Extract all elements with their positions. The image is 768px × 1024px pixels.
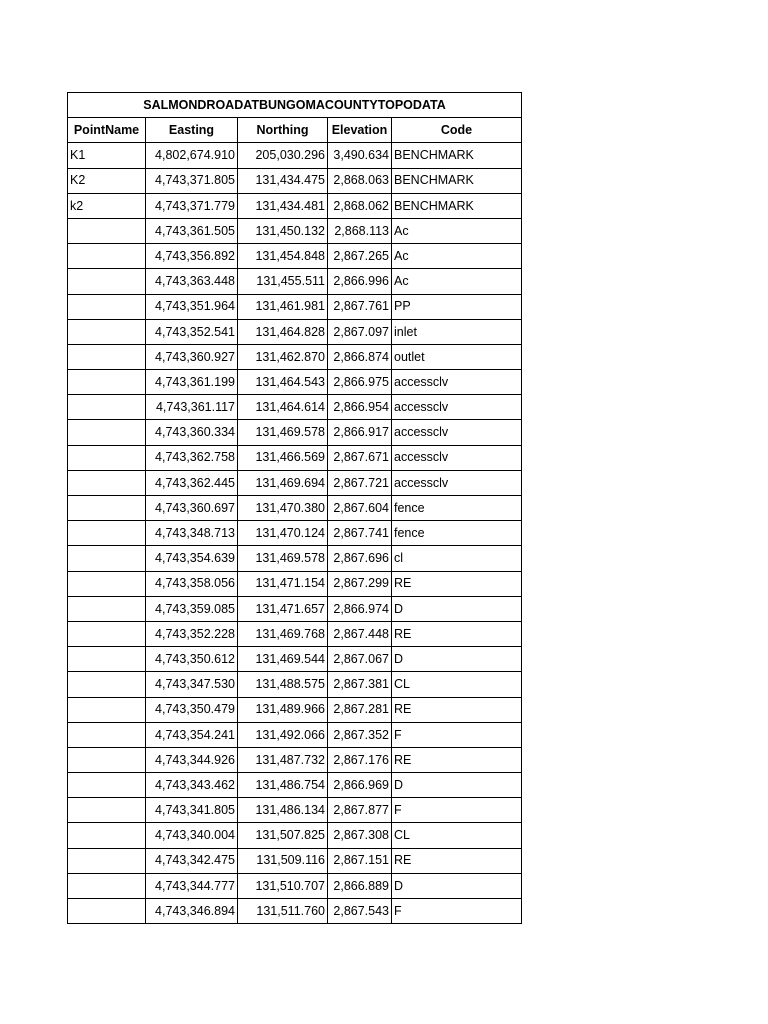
cell-easting: 4,743,356.892 (146, 244, 238, 269)
cell-elevation: 2,867.352 (328, 722, 392, 747)
cell-pointname (68, 395, 146, 420)
cell-elevation: 2,867.281 (328, 697, 392, 722)
cell-northing: 131,470.380 (238, 496, 328, 521)
cell-easting: 4,802,674.910 (146, 143, 238, 168)
cell-elevation: 2,868.062 (328, 193, 392, 218)
cell-easting: 4,743,344.777 (146, 873, 238, 898)
cell-northing: 131,434.481 (238, 193, 328, 218)
header-elevation: Elevation (328, 118, 392, 143)
cell-code: D (392, 873, 522, 898)
cell-northing: 131,462.870 (238, 344, 328, 369)
cell-elevation: 2,867.543 (328, 899, 392, 924)
cell-easting: 4,743,351.964 (146, 294, 238, 319)
cell-easting: 4,743,343.462 (146, 773, 238, 798)
cell-elevation: 2,867.308 (328, 823, 392, 848)
cell-northing: 131,470.124 (238, 521, 328, 546)
cell-pointname (68, 722, 146, 747)
cell-code: fence (392, 521, 522, 546)
cell-code: F (392, 798, 522, 823)
table-row (68, 420, 522, 445)
table-row (68, 596, 522, 621)
cell-northing: 131,450.132 (238, 218, 328, 243)
cell-code: BENCHMARK (392, 193, 522, 218)
cell-easting: 4,743,360.927 (146, 344, 238, 369)
cell-northing: 131,434.475 (238, 168, 328, 193)
cell-pointname (68, 370, 146, 395)
cell-pointname (68, 823, 146, 848)
table-row (68, 193, 522, 218)
cell-pointname (68, 773, 146, 798)
table-row (68, 143, 522, 168)
title-row (68, 93, 522, 118)
cell-code: accessclv (392, 370, 522, 395)
cell-code: PP (392, 294, 522, 319)
cell-easting: 4,743,361.117 (146, 395, 238, 420)
cell-northing: 131,507.825 (238, 823, 328, 848)
cell-code: RE (392, 571, 522, 596)
cell-elevation: 2,867.151 (328, 848, 392, 873)
cell-pointname (68, 244, 146, 269)
table-row (68, 319, 522, 344)
cell-code: inlet (392, 319, 522, 344)
cell-elevation: 2,867.299 (328, 571, 392, 596)
cell-code: Ac (392, 244, 522, 269)
table-row (68, 344, 522, 369)
cell-easting: 4,743,358.056 (146, 571, 238, 596)
cell-northing: 131,471.154 (238, 571, 328, 596)
cell-code: RE (392, 747, 522, 772)
cell-elevation: 2,867.097 (328, 319, 392, 344)
table-row (68, 798, 522, 823)
cell-easting: 4,743,350.612 (146, 647, 238, 672)
cell-code: cl (392, 546, 522, 571)
cell-pointname (68, 496, 146, 521)
header-northing: Northing (238, 118, 328, 143)
table-row (68, 496, 522, 521)
table-row (68, 873, 522, 898)
table-row (68, 168, 522, 193)
cell-code: CL (392, 672, 522, 697)
header-pointname: PointName (68, 118, 146, 143)
cell-easting: 4,743,360.334 (146, 420, 238, 445)
cell-elevation: 2,867.877 (328, 798, 392, 823)
cell-easting: 4,743,344.926 (146, 747, 238, 772)
cell-pointname (68, 697, 146, 722)
cell-code: accessclv (392, 420, 522, 445)
cell-elevation: 2,866.969 (328, 773, 392, 798)
cell-northing: 131,488.575 (238, 672, 328, 697)
cell-northing: 131,487.732 (238, 747, 328, 772)
cell-northing: 131,455.511 (238, 269, 328, 294)
cell-pointname (68, 672, 146, 697)
cell-pointname (68, 571, 146, 596)
table-row (68, 747, 522, 772)
cell-northing: 131,510.707 (238, 873, 328, 898)
cell-elevation: 3,490.634 (328, 143, 392, 168)
table-row (68, 244, 522, 269)
cell-northing: 131,464.828 (238, 319, 328, 344)
cell-easting: 4,743,359.085 (146, 596, 238, 621)
cell-easting: 4,743,352.228 (146, 621, 238, 646)
header-easting: Easting (146, 118, 238, 143)
cell-easting: 4,743,346.894 (146, 899, 238, 924)
table-row (68, 521, 522, 546)
cell-elevation: 2,866.975 (328, 370, 392, 395)
table-row (68, 823, 522, 848)
cell-easting: 4,743,352.541 (146, 319, 238, 344)
header-row (68, 118, 522, 143)
table-row (68, 722, 522, 747)
cell-code: RE (392, 848, 522, 873)
cell-northing: 131,454.848 (238, 244, 328, 269)
cell-northing: 131,469.578 (238, 546, 328, 571)
table-row (68, 647, 522, 672)
table-row (68, 546, 522, 571)
cell-northing: 205,030.296 (238, 143, 328, 168)
cell-northing: 131,469.768 (238, 621, 328, 646)
cell-elevation: 2,867.721 (328, 470, 392, 495)
cell-code: F (392, 899, 522, 924)
table-row (68, 269, 522, 294)
cell-code: RE (392, 621, 522, 646)
cell-northing: 131,492.066 (238, 722, 328, 747)
cell-northing: 131,486.134 (238, 798, 328, 823)
cell-pointname (68, 899, 146, 924)
cell-pointname (68, 848, 146, 873)
cell-pointname (68, 621, 146, 646)
cell-code: accessclv (392, 395, 522, 420)
cell-pointname (68, 420, 146, 445)
table-row (68, 571, 522, 596)
cell-northing: 131,511.760 (238, 899, 328, 924)
cell-pointname (68, 596, 146, 621)
header-code: Code (392, 118, 522, 143)
cell-pointname: k2 (68, 193, 146, 218)
cell-easting: 4,743,354.639 (146, 546, 238, 571)
cell-code: Ac (392, 218, 522, 243)
cell-elevation: 2,866.974 (328, 596, 392, 621)
cell-northing: 131,489.966 (238, 697, 328, 722)
cell-code: CL (392, 823, 522, 848)
cell-pointname (68, 319, 146, 344)
cell-easting: 4,743,347.530 (146, 672, 238, 697)
cell-pointname (68, 344, 146, 369)
cell-elevation: 2,867.604 (328, 496, 392, 521)
cell-northing: 131,466.569 (238, 445, 328, 470)
cell-elevation: 2,867.176 (328, 747, 392, 772)
cell-elevation: 2,866.874 (328, 344, 392, 369)
cell-code: D (392, 647, 522, 672)
cell-easting: 4,743,371.805 (146, 168, 238, 193)
cell-easting: 4,743,350.479 (146, 697, 238, 722)
cell-pointname (68, 269, 146, 294)
cell-northing: 131,464.614 (238, 395, 328, 420)
cell-easting: 4,743,342.475 (146, 848, 238, 873)
cell-elevation: 2,867.381 (328, 672, 392, 697)
cell-pointname (68, 470, 146, 495)
table-row (68, 395, 522, 420)
table-row (68, 848, 522, 873)
cell-northing: 131,461.981 (238, 294, 328, 319)
table-row (68, 470, 522, 495)
cell-pointname (68, 445, 146, 470)
table-row (68, 697, 522, 722)
cell-easting: 4,743,363.448 (146, 269, 238, 294)
cell-elevation: 2,867.265 (328, 244, 392, 269)
table-row (68, 445, 522, 470)
cell-pointname (68, 647, 146, 672)
table-row (68, 621, 522, 646)
cell-easting: 4,743,362.445 (146, 470, 238, 495)
cell-pointname (68, 218, 146, 243)
cell-pointname (68, 521, 146, 546)
cell-elevation: 2,867.671 (328, 445, 392, 470)
cell-code: D (392, 596, 522, 621)
cell-pointname (68, 294, 146, 319)
cell-elevation: 2,868.063 (328, 168, 392, 193)
cell-code: accessclv (392, 445, 522, 470)
cell-northing: 131,464.543 (238, 370, 328, 395)
cell-pointname (68, 546, 146, 571)
cell-pointname (68, 747, 146, 772)
cell-code: D (392, 773, 522, 798)
cell-northing: 131,469.578 (238, 420, 328, 445)
table-row (68, 773, 522, 798)
cell-pointname: K1 (68, 143, 146, 168)
cell-code: Ac (392, 269, 522, 294)
cell-easting: 4,743,371.779 (146, 193, 238, 218)
cell-northing: 131,471.657 (238, 596, 328, 621)
cell-pointname: K2 (68, 168, 146, 193)
table-row (68, 294, 522, 319)
cell-northing: 131,509.116 (238, 848, 328, 873)
cell-code: RE (392, 697, 522, 722)
table-row (68, 899, 522, 924)
cell-elevation: 2,866.917 (328, 420, 392, 445)
cell-pointname (68, 798, 146, 823)
cell-elevation: 2,867.696 (328, 546, 392, 571)
cell-elevation: 2,866.954 (328, 395, 392, 420)
cell-code: outlet (392, 344, 522, 369)
cell-elevation: 2,867.448 (328, 621, 392, 646)
cell-easting: 4,743,340.004 (146, 823, 238, 848)
cell-easting: 4,743,360.697 (146, 496, 238, 521)
table-title: SALMONDROADATBUNGOMACOUNTYTOPODATA (68, 93, 522, 118)
topo-data-sheet (67, 92, 522, 924)
cell-northing: 131,486.754 (238, 773, 328, 798)
cell-code: BENCHMARK (392, 143, 522, 168)
cell-easting: 4,743,354.241 (146, 722, 238, 747)
table-row (68, 370, 522, 395)
topo-data-table (67, 92, 522, 924)
cell-northing: 131,469.694 (238, 470, 328, 495)
cell-code: F (392, 722, 522, 747)
cell-code: accessclv (392, 470, 522, 495)
cell-elevation: 2,866.996 (328, 269, 392, 294)
table-row (68, 672, 522, 697)
cell-easting: 4,743,362.758 (146, 445, 238, 470)
cell-elevation: 2,867.067 (328, 647, 392, 672)
cell-easting: 4,743,361.505 (146, 218, 238, 243)
cell-elevation: 2,867.761 (328, 294, 392, 319)
cell-easting: 4,743,361.199 (146, 370, 238, 395)
cell-elevation: 2,866.889 (328, 873, 392, 898)
cell-easting: 4,743,341.805 (146, 798, 238, 823)
cell-code: BENCHMARK (392, 168, 522, 193)
cell-elevation: 2,867.741 (328, 521, 392, 546)
cell-easting: 4,743,348.713 (146, 521, 238, 546)
cell-northing: 131,469.544 (238, 647, 328, 672)
cell-code: fence (392, 496, 522, 521)
cell-pointname (68, 873, 146, 898)
cell-elevation: 2,868.113 (328, 218, 392, 243)
table-body (68, 143, 522, 924)
table-row (68, 218, 522, 243)
